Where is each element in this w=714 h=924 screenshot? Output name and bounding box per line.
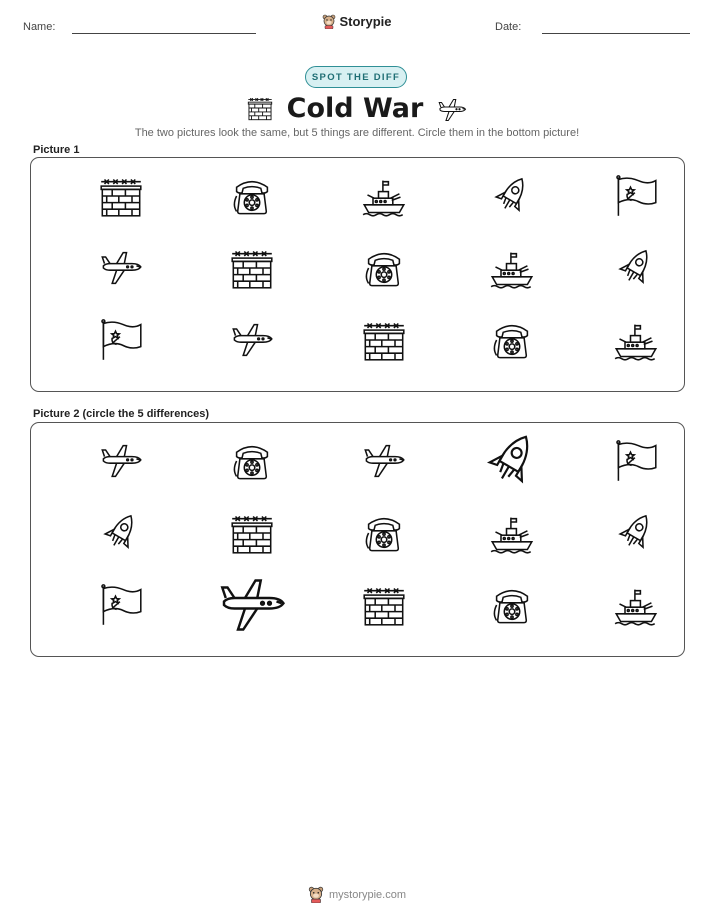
- battleship-icon: [362, 174, 406, 218]
- picture-2-label: Picture 2 (circle the 5 differences): [33, 408, 210, 420]
- airplane-icon[interactable]: [362, 439, 406, 483]
- date-field[interactable]: [542, 33, 690, 34]
- title-text: Cold War: [286, 92, 424, 124]
- airplane-icon[interactable]: [99, 439, 143, 483]
- page-title: [0, 92, 714, 124]
- instructions: The two pictures look the same, but 5 things are different. Circle them in the bottom picture!: [134, 127, 580, 139]
- soviet-flag-icon: [99, 318, 143, 362]
- telephone-icon[interactable]: [490, 583, 534, 627]
- telephone-icon[interactable]: [362, 511, 406, 555]
- bear-mascot-icon: [322, 14, 336, 29]
- battleship-icon[interactable]: [614, 583, 658, 627]
- brand-logo: [0, 14, 714, 29]
- wall-icon: [362, 318, 406, 362]
- battleship-icon: [490, 246, 534, 290]
- battleship-icon: [614, 318, 658, 362]
- soviet-flag-icon[interactable]: [614, 439, 658, 483]
- picture-1-label: Picture 1: [33, 144, 80, 156]
- wall-icon: [99, 174, 143, 218]
- picture-2-panel[interactable]: [30, 422, 685, 657]
- footer: [0, 886, 714, 903]
- brand-name: Storypie: [339, 14, 392, 29]
- date-label: Date:: [495, 21, 522, 33]
- wall-icon[interactable]: [362, 583, 406, 627]
- telephone-icon: [490, 318, 534, 362]
- rocket-icon[interactable]: [481, 430, 543, 492]
- footer-url: mystorypie.com: [328, 888, 407, 901]
- wall-icon: [247, 95, 273, 121]
- airplane-icon: [99, 246, 143, 290]
- rocket-icon: [614, 246, 658, 290]
- battleship-icon[interactable]: [490, 511, 534, 555]
- airplane-icon[interactable]: [217, 570, 287, 640]
- spot-the-diff-badge: SPOT THE DIFF: [305, 66, 407, 88]
- picture-1-panel: [30, 157, 685, 392]
- soviet-flag-icon: [614, 174, 658, 218]
- rocket-icon: [490, 174, 534, 218]
- bear-mascot-icon: [308, 886, 324, 903]
- wall-icon[interactable]: [230, 511, 274, 555]
- telephone-icon: [230, 174, 274, 218]
- rocket-icon[interactable]: [614, 511, 658, 555]
- telephone-icon: [362, 246, 406, 290]
- rocket-icon[interactable]: [99, 511, 143, 555]
- soviet-flag-icon[interactable]: [99, 583, 143, 627]
- airplane-icon: [437, 95, 467, 121]
- wall-icon: [230, 246, 274, 290]
- airplane-icon: [230, 318, 274, 362]
- telephone-icon[interactable]: [230, 439, 274, 483]
- name-field[interactable]: [72, 33, 256, 34]
- name-label: Name:: [23, 21, 56, 33]
